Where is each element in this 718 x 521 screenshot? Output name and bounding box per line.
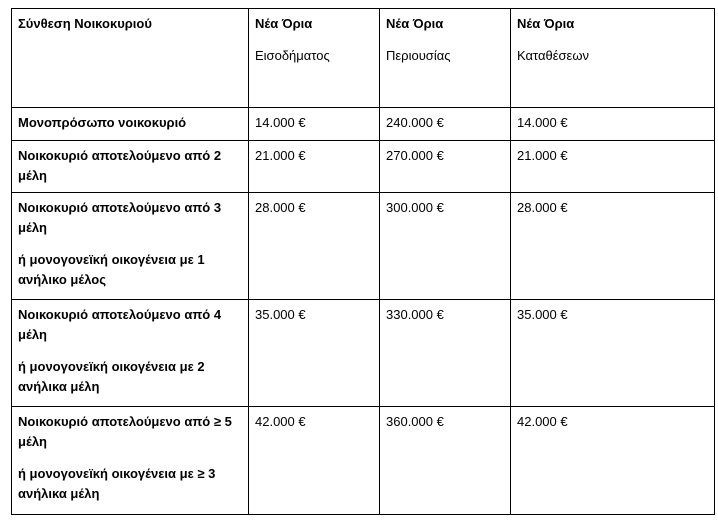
row-assets: 360.000 €	[380, 407, 511, 515]
row-income: 14.000 €	[249, 108, 380, 141]
row-composition-text: Νοικοκυριό αποτελούμενο από 2 μέλη	[18, 148, 222, 183]
row-composition	[12, 193, 249, 300]
row-income: 28.000 €	[249, 193, 380, 300]
table-header-row	[12, 9, 715, 108]
row-composition-alt: ή μονογονεϊκή οικογένεια με ≥ 3 ανήλικα μέλη	[18, 466, 216, 501]
header-income-title: Νέα Όρια	[255, 16, 313, 31]
table-row	[12, 193, 715, 300]
header-assets-title: Νέα Όρια	[386, 16, 444, 31]
row-deposits: 28.000 €	[511, 193, 715, 300]
row-composition-text: Νοικοκυριό αποτελούμενο από 4 μέλη	[18, 307, 222, 342]
header-assets-sub: Περιουσίας	[386, 48, 451, 63]
row-composition	[12, 407, 249, 515]
row-composition	[12, 141, 249, 193]
table-row	[12, 300, 715, 407]
row-deposits: 21.000 €	[511, 141, 715, 193]
header-deposits-sub: Καταθέσεων	[517, 48, 589, 63]
row-assets: 240.000 €	[380, 108, 511, 141]
table-row	[12, 407, 715, 515]
row-composition-text: Νοικοκυριό αποτελούμενο από 3 μέλη	[18, 200, 222, 235]
row-deposits: 42.000 €	[511, 407, 715, 515]
header-income	[249, 9, 380, 108]
row-income: 21.000 €	[249, 141, 380, 193]
header-income-sub: Εισοδήματος	[255, 48, 330, 63]
row-composition-text: Νοικοκυριό αποτελούμενο από ≥ 5 μέλη	[18, 414, 232, 449]
row-income: 42.000 €	[249, 407, 380, 515]
row-assets: 270.000 €	[380, 141, 511, 193]
header-deposits-title: Νέα Όρια	[517, 16, 575, 31]
row-assets: 300.000 €	[380, 193, 511, 300]
row-composition-alt: ή μονογονεϊκή οικογένεια με 2 ανήλικα μέλη	[18, 359, 205, 394]
header-composition	[12, 9, 249, 108]
row-composition-text: Μονοπρόσωπο νοικοκυριό	[18, 115, 187, 130]
header-assets	[380, 9, 511, 108]
row-deposits: 35.000 €	[511, 300, 715, 407]
row-composition	[12, 300, 249, 407]
row-assets: 330.000 €	[380, 300, 511, 407]
table-row	[12, 108, 715, 141]
row-composition	[12, 108, 249, 141]
header-composition-label: Σύνθεση Νοικοκυριού	[18, 16, 152, 31]
row-composition-alt: ή μονογονεϊκή οικογένεια με 1 ανήλικο μέλος	[18, 252, 205, 287]
household-limits-table	[11, 8, 715, 515]
header-deposits	[511, 9, 715, 108]
row-income: 35.000 €	[249, 300, 380, 407]
table-row	[12, 141, 715, 193]
row-deposits: 14.000 €	[511, 108, 715, 141]
